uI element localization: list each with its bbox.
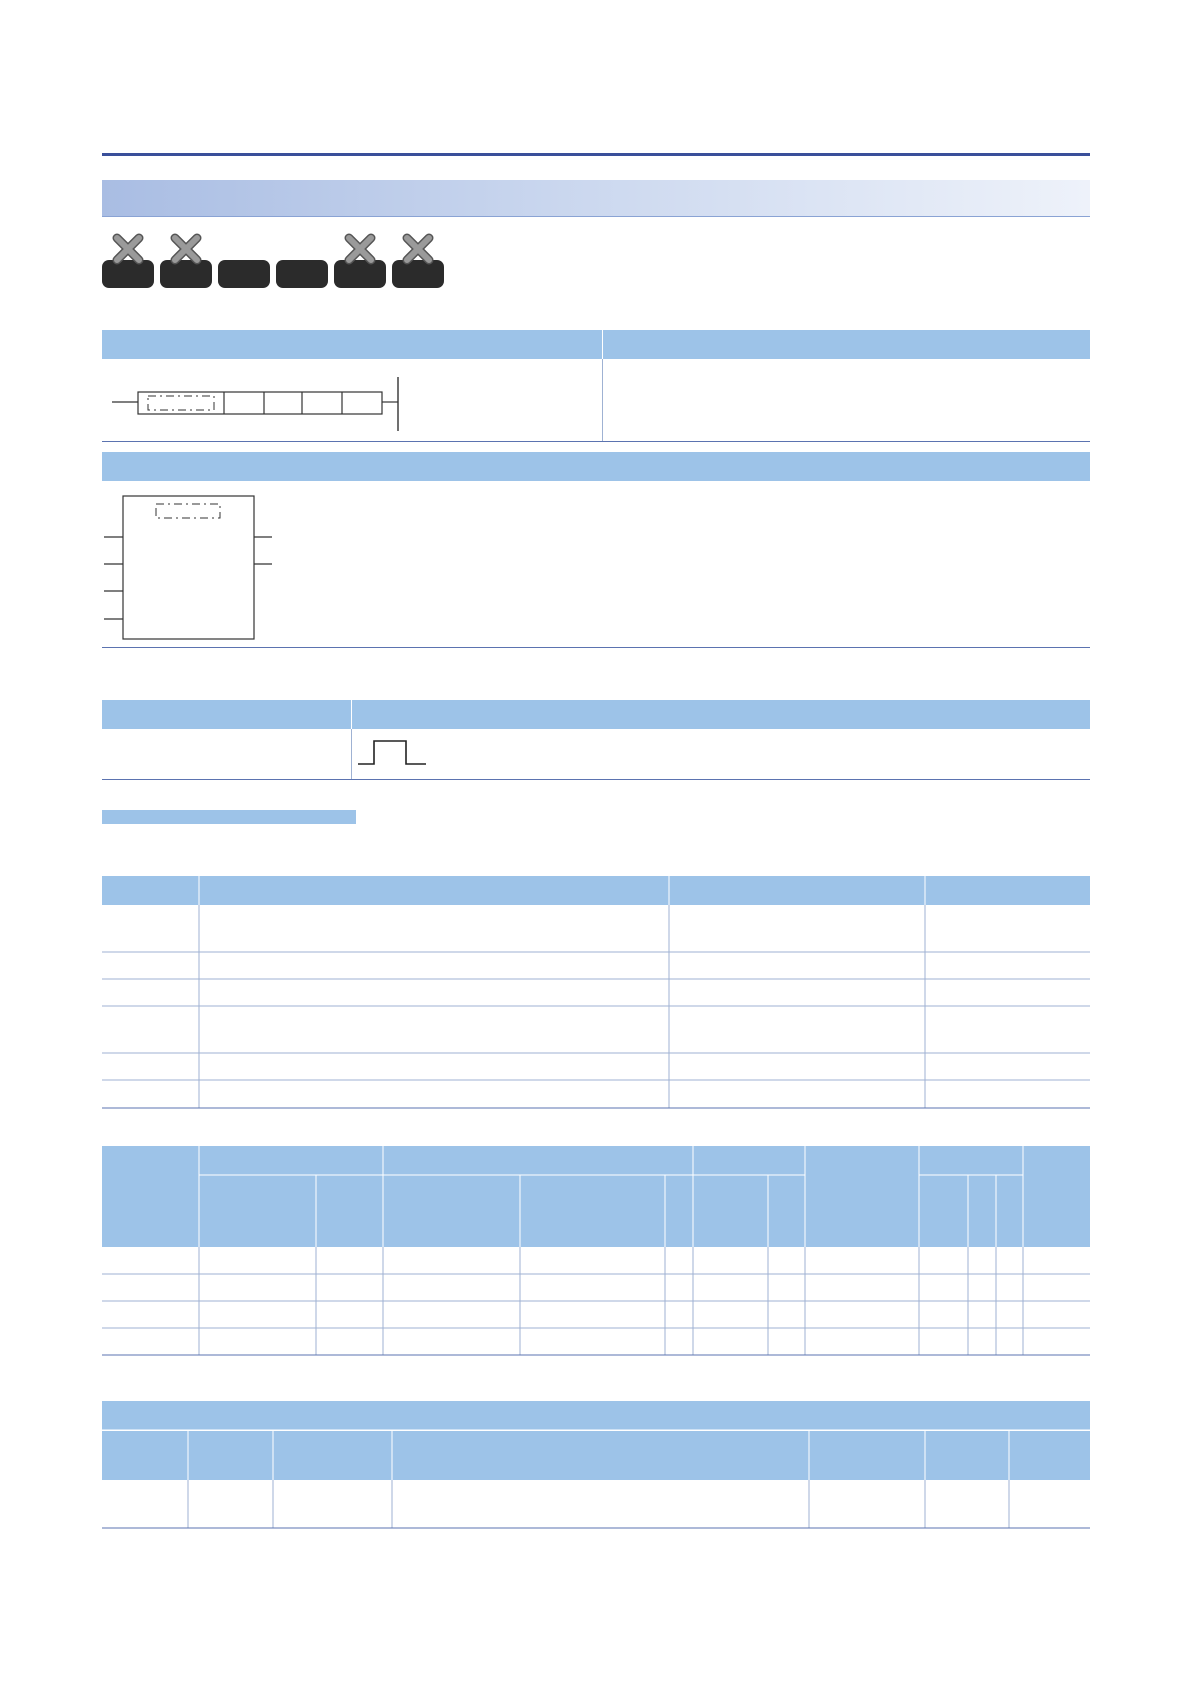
cpu-badge bbox=[160, 260, 212, 288]
execution-condition-table bbox=[102, 700, 1090, 780]
cpu-badge bbox=[102, 260, 154, 288]
cpu-badge bbox=[334, 260, 386, 288]
condition-header bbox=[352, 700, 1090, 729]
fbd-header bbox=[102, 452, 1090, 481]
fbd-table bbox=[102, 452, 1090, 648]
not-supported-cross-icon bbox=[111, 232, 145, 266]
error-table-grid bbox=[102, 1401, 1090, 1531]
ladder-table bbox=[102, 330, 1090, 442]
operand-table-grid bbox=[102, 876, 1090, 1109]
ladder-diagram bbox=[102, 359, 602, 441]
rising-pulse-icon bbox=[356, 729, 436, 779]
section-title-band bbox=[102, 180, 1090, 217]
ladder-diagram-cell bbox=[102, 359, 602, 441]
cpu-badges bbox=[102, 232, 462, 288]
condition-cell bbox=[352, 729, 1090, 779]
devices-table-grid bbox=[102, 1146, 1090, 1358]
ladder-header bbox=[102, 330, 602, 359]
header-title bbox=[102, 120, 1090, 148]
instruction-cell bbox=[102, 729, 351, 779]
st-cell bbox=[603, 359, 1090, 441]
header-rule bbox=[102, 153, 1090, 156]
cpu-badge bbox=[276, 260, 328, 288]
not-supported-cross-icon bbox=[169, 232, 203, 266]
instruction-header bbox=[102, 700, 351, 729]
not-supported-cross-icon bbox=[343, 232, 377, 266]
setting-data-subheading bbox=[102, 810, 356, 824]
fbd-diagram bbox=[102, 481, 302, 647]
st-header bbox=[603, 330, 1090, 359]
not-supported-cross-icon bbox=[401, 232, 435, 266]
cpu-badge bbox=[218, 260, 270, 288]
cpu-badge bbox=[392, 260, 444, 288]
